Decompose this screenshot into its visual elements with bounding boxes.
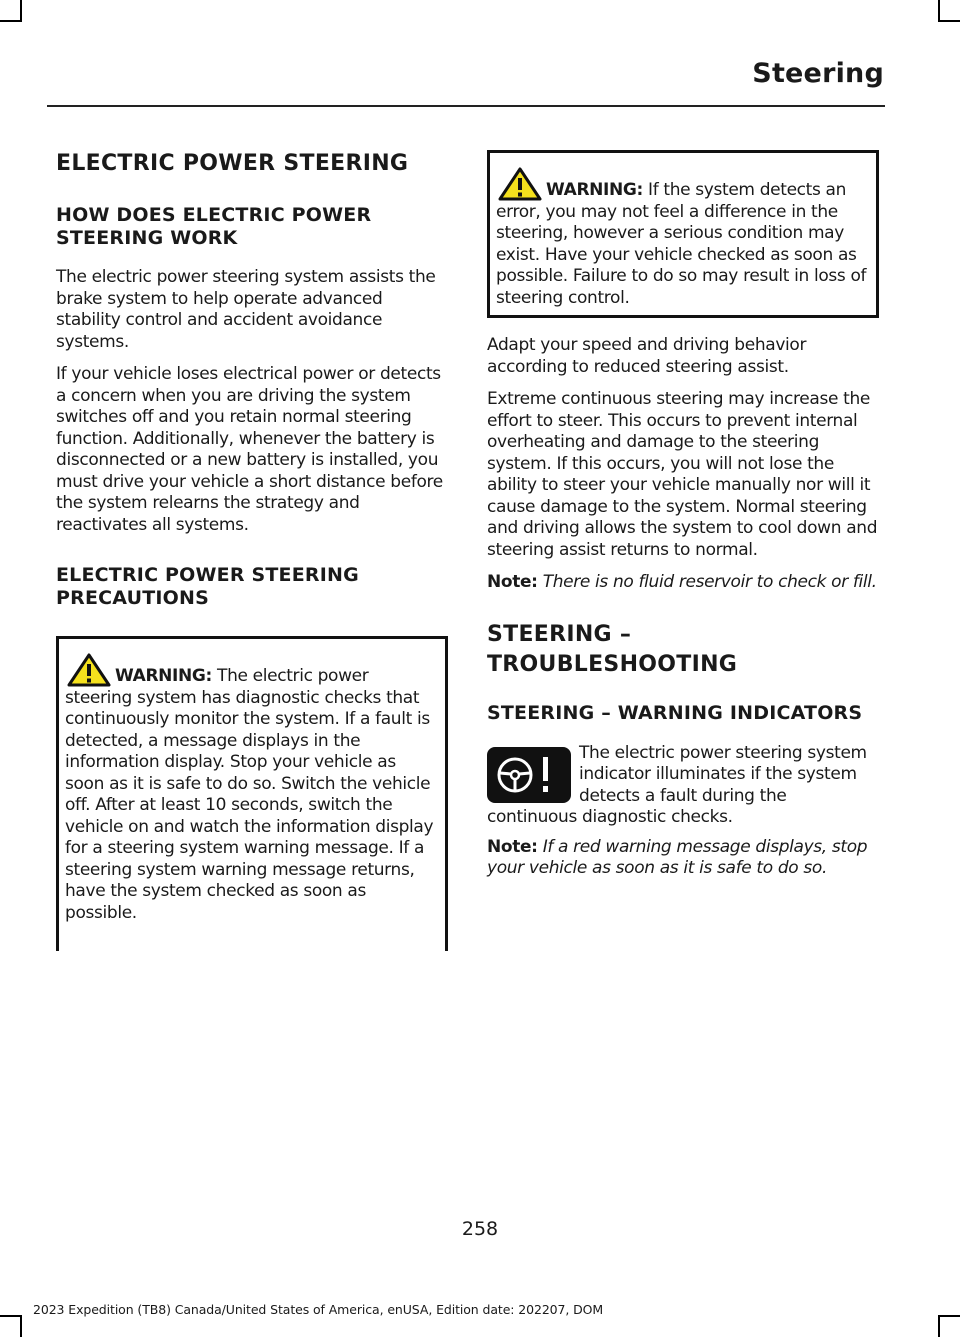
paragraph: Adapt your speed and driving behavior according to reduced steering assist. — [487, 335, 807, 377]
warning-label: WARNING: — [546, 180, 643, 200]
paragraph: Extreme continuous steering may increase the effort to steer. This occurs to prevent internal overheating and damage to the steering system. If this occurs, you will not lose the ability to steer your vehicle manually nor will it cause damage to the system. Normal steering and driving allows the system to cool down and steering assist returns to normal. — [487, 389, 878, 560]
page-title: Steering — [752, 58, 884, 89]
warning-text: If the system detects an error, you may not feel a difference in the steering, however a serious condition may exist. Have your vehicle checked as soon as possible. Failure to do so may result in loss of steering control. — [496, 180, 867, 308]
header-divider — [47, 105, 885, 107]
section-title — [487, 620, 879, 680]
steering-warning-indicator-icon — [487, 747, 571, 803]
note-label: Note: — [487, 572, 538, 592]
page-number: 258 — [461, 1218, 499, 1240]
warning-paragraph — [496, 167, 870, 309]
subsection-title: STEERING – WARNING INDICATORS — [487, 701, 863, 724]
crop-mark — [938, 1315, 940, 1337]
left-column — [56, 150, 448, 951]
note-text: There is no fluid reservoir to check or fill. — [542, 572, 877, 592]
subsection-title: ELECTRIC POWER STEERING PRECAUTIONS — [56, 564, 359, 609]
section-title: ELECTRIC POWER STEERING — [56, 151, 409, 176]
note-label: Note: — [487, 836, 538, 857]
warning-triangle-icon — [67, 653, 111, 687]
footer-text: 2023 Expedition (TB8) Canada/United States of America, enUSA, Edition date: 202207, DOM — [33, 1302, 604, 1317]
warning-box — [487, 150, 879, 318]
crop-mark — [0, 1315, 22, 1317]
crop-mark — [20, 0, 22, 22]
paragraph: The electric power steering system indicator illuminates if the system detects a fault during the continuous diagnostic checks. — [487, 742, 867, 827]
crop-mark — [938, 0, 940, 22]
warning-text: The electric power steering system has diagnostic checks that continuously monitor the system. If a fault is detected, a message displays in the information display. Stop your vehicle as soon as it is safe to do so. Switch the vehicle off. After at least 10 seconds, switch the vehicle on and watch the information display for a steering system warning message. If a steering system warning message returns, have the system checked as soon as possible. — [65, 666, 434, 923]
note — [487, 837, 879, 880]
crop-mark — [938, 20, 960, 22]
warning-box — [56, 636, 448, 951]
note-text: If a red warning message displays, stop your vehicle as soon as it is safe to do so. — [487, 836, 868, 878]
paragraph: The electric power steering system assists the brake system to help operate advanced stability control and accident avoidance systems. — [56, 267, 436, 352]
crop-mark — [938, 1315, 960, 1317]
warning-label: WARNING: — [115, 666, 212, 686]
right-column — [487, 150, 879, 880]
crop-mark — [0, 20, 22, 22]
section-title-line2: TROUBLESHOOTING — [487, 651, 738, 677]
crop-mark — [20, 1315, 22, 1337]
warning-paragraph — [65, 653, 439, 924]
paragraph: If your vehicle loses electrical power or detects a concern when you are driving the system switches off and you retain normal steering function. Additionally, whenever the battery is disconnected or a new battery is installed, you must drive your vehicle a short distance before the system relearns the strategy and reactivates all systems. — [56, 364, 443, 535]
section-title-line1: STEERING – — [487, 621, 632, 647]
subsection-title: HOW DOES ELECTRIC POWER STEERING WORK — [56, 204, 372, 249]
note — [487, 572, 879, 594]
warning-triangle-icon — [498, 167, 542, 201]
indicator-block — [487, 743, 879, 829]
